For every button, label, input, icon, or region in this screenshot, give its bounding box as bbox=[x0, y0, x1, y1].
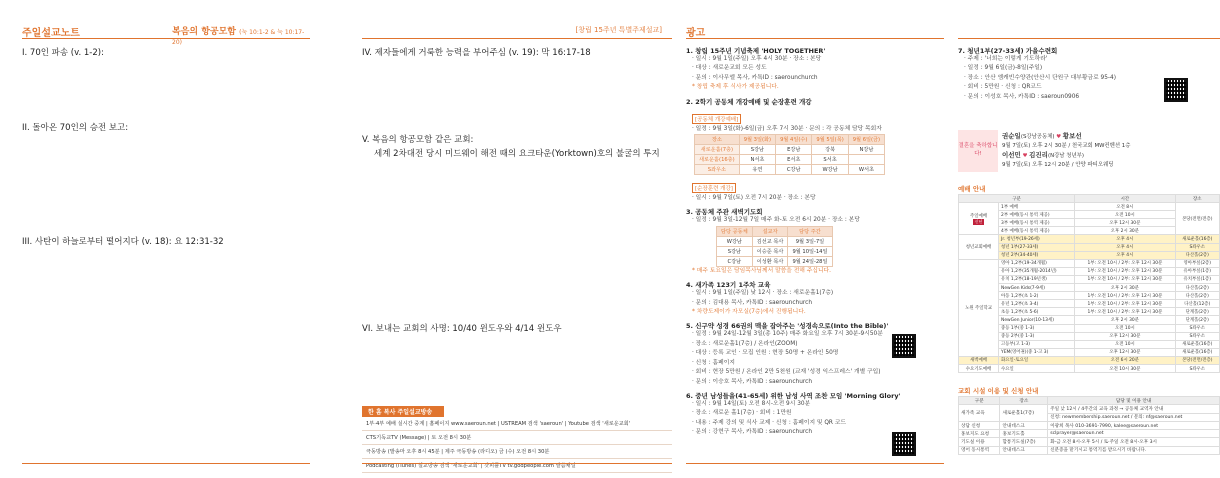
table-cell: S강남 bbox=[739, 145, 775, 155]
groom-name: 권순일 bbox=[1002, 132, 1021, 140]
bottom-divider bbox=[22, 463, 310, 464]
fellowship-schedule-table bbox=[694, 134, 885, 175]
church-info-column bbox=[958, 0, 1220, 478]
worship-schedule-table bbox=[958, 194, 1220, 373]
qr-code-icon[interactable] bbox=[892, 432, 916, 456]
worship-schedule-title: 예배 안내 bbox=[958, 185, 986, 193]
broadcast-row: 극동방송 (발송마 오후 8시 45분 | 제주 극동방송 (라디오) 금 (수) 오전 8시 30분 bbox=[362, 445, 672, 459]
announcement-1-line: · 대상 : 새로운교회 모든 성도 bbox=[692, 65, 767, 72]
table-cell: 본당(전면/전층) bbox=[1175, 356, 1220, 364]
table-row bbox=[695, 155, 885, 165]
table-row bbox=[959, 430, 1220, 438]
table-cell: Jr. 청년부(19-26세) bbox=[999, 235, 1075, 243]
table-header-cell: 9월 4일(수) bbox=[776, 135, 812, 145]
sermon-notes-continued bbox=[362, 0, 672, 478]
table-cell: YEM(영어권)(중 1-고 3) bbox=[999, 348, 1075, 356]
table-cell: 1부: 오전 10시 / 2부: 오후 12시 30분 bbox=[1075, 308, 1175, 316]
table-row bbox=[959, 308, 1220, 316]
anniversary-sermon-label: [창립 15주년 특별주제설교] bbox=[575, 26, 662, 34]
announcement-5-line: · 문의 : 이승호 목사, 카톡ID : saerounchurch bbox=[692, 378, 813, 385]
table-cell: 안내데스크 bbox=[1000, 421, 1048, 429]
table-row bbox=[717, 236, 833, 246]
announcement-4-title: 4. 새가족 123기 1주차 교육 bbox=[686, 281, 771, 290]
announcement-2-line: · 일시 : 9월 7일(토) 오전 7시 20분 · 장소 : 본당 bbox=[692, 195, 816, 202]
broadcast-row: Podcasting (iTunes) 설교방송 검색 '새로운교회' | 갓피플TV tv.godpeople.com 말씀채널 bbox=[362, 459, 672, 473]
church-logo-icon: 신년 bbox=[974, 218, 983, 224]
table-cell: W강남 bbox=[812, 165, 848, 175]
sermon-subtitle-ref: (눅 10:1-2 & 눅 10:17-20) bbox=[172, 29, 305, 46]
wedding-announcement bbox=[958, 130, 1220, 172]
table-header-cell: 9월 3일(화) bbox=[739, 135, 775, 145]
table-row bbox=[959, 284, 1220, 292]
table-header-cell: 설교자 bbox=[752, 226, 788, 236]
table-cell: 오후 4시 bbox=[1075, 235, 1175, 243]
table-cell: 홍보기도홀 bbox=[1000, 430, 1048, 438]
table-cell: 다산홀(2층) bbox=[1175, 292, 1220, 300]
table-header-cell: 구분 bbox=[959, 397, 1000, 405]
table-cell: 1부: 오전 10시 / 2부: 오후 12시 30분 bbox=[1075, 275, 1175, 283]
announcement-4-note: * 차량도제이가 자모실(7층)에서 진행됩니다. bbox=[692, 309, 806, 316]
table-cell: 1부: 오전 10시 / 2부: 오후 12시 30분 bbox=[1075, 300, 1175, 308]
sermon-point-3: III. 사탄이 하늘로부터 떨어지다 (v. 18): 요 12:31-32 bbox=[22, 237, 224, 247]
table-header-row bbox=[959, 195, 1220, 203]
qr-code-icon[interactable] bbox=[1164, 78, 1188, 102]
table-cell: 3부 예배(동시 통역 제공) bbox=[999, 219, 1075, 227]
bride-name: 황보선 bbox=[1062, 132, 1082, 140]
table-cell: 중등 2부(중 1-3) bbox=[999, 332, 1075, 340]
table-cell: 오전 10시 bbox=[1075, 340, 1175, 348]
table-cell: 아동 1,2부(초 1-2) bbox=[999, 292, 1075, 300]
table-cell: 주일 낮 12시 / 4주간의 교육 과정 → 공동체 교역자 안내 bbox=[1048, 405, 1220, 413]
announcements-title: 광고 bbox=[686, 28, 706, 39]
table-cell: 신분증을 맡기시고 통역기를 받으시기 바랍니다. bbox=[1048, 446, 1220, 454]
wedding-couple-1 bbox=[1002, 132, 1130, 142]
table-header-cell: 9월 5일(목) bbox=[812, 135, 848, 145]
announcements-column bbox=[686, 0, 944, 478]
announcement-4-line: · 문의 : 김대용 목사, 카톡ID : saerounchurch bbox=[692, 299, 813, 306]
table-cell: 오전 10시 bbox=[1075, 211, 1175, 219]
table-cell: 상담 신청 bbox=[959, 421, 1000, 429]
wedding-label: 결혼을 축하합니다! bbox=[958, 130, 998, 172]
table-cell: 고등부(고 1-3) bbox=[999, 340, 1075, 348]
table-cell: 유년 1,2부(초 3-4) bbox=[999, 300, 1075, 308]
announcement-1-note: * 창립 축제 후 식사가 제공됩니다. bbox=[692, 84, 779, 91]
table-cell: 1부: 오전 10시 / 2부: 오후 12시 30분 bbox=[1075, 267, 1175, 275]
sermon-subtitle bbox=[172, 24, 310, 47]
table-cell: S강남 bbox=[717, 246, 753, 256]
table-cell: 오전 10시 30분 bbox=[1075, 364, 1175, 372]
announcement-6-title: 6. 중년 남성들을(41-65세) 위한 남성 사역 조찬 모임 'Morning Glory' bbox=[686, 391, 901, 400]
sermon-point-5-detail: 세계 2차대전 당시 미드웨이 해전 때의 요크타운(Yorktown)호의 불굴의 투지 bbox=[374, 149, 660, 159]
announcement-6-line: · 장소 : 새로운 홀1(7층) · 회비 : 1만원 bbox=[692, 410, 792, 417]
table-cell: 새로운홀(16층) bbox=[1175, 235, 1220, 243]
announcement-2-tag: [순장훈련 개강] bbox=[692, 183, 736, 193]
table-cell: 오후 2시 30분 bbox=[1075, 284, 1175, 292]
table-row bbox=[959, 405, 1220, 413]
table-cell: 9월 3일-7일 bbox=[788, 236, 832, 246]
announcement-5-line: · 일정 : 9월 24일-12월 3일(총 10주) 매주 화요일 오후 7시 30분-9시50분 bbox=[692, 331, 883, 338]
table-cell: 중등 1부(중 1-3) bbox=[999, 324, 1075, 332]
table-cell: NewGen Junior(10-13세) bbox=[999, 316, 1075, 324]
table-cell: 안내데스크 bbox=[1000, 446, 1048, 454]
announcement-3-note: * 매주 토요일은 담임목사님께서 말씀을 전해 주십니다. bbox=[692, 267, 831, 274]
wedding-line-1: 9월 7일(토) 오후 2시 30분 / 천국교회 MW컨벤션 1층 bbox=[1002, 143, 1131, 149]
table-cell: N서초 bbox=[739, 155, 775, 165]
table-cell: 새로운홀(16층) bbox=[1175, 340, 1220, 348]
youth-retreat-line: · 장소 : 안산 엠캐빈수양관(안산시 단원구 대부황금로 95-4) bbox=[964, 74, 1116, 81]
table-row bbox=[959, 235, 1220, 243]
announcements-list bbox=[686, 44, 944, 438]
table-row bbox=[959, 348, 1220, 356]
table-cell-text: 주일예배 bbox=[970, 213, 987, 219]
table-cell: S좌우소 bbox=[695, 165, 740, 175]
table-header-cell: 9월 6일(금) bbox=[848, 135, 884, 145]
table-header-cell: 구분 bbox=[959, 195, 1075, 203]
table-cell: S좌우소 bbox=[1175, 324, 1220, 332]
wedding-details bbox=[1002, 132, 1130, 170]
sermon-point-2: II. 돌아온 70인의 승전 보고: bbox=[22, 123, 129, 133]
bottom-divider bbox=[686, 463, 944, 464]
table-cell: N강남 bbox=[848, 145, 884, 155]
table-cell: C강남 bbox=[776, 165, 812, 175]
table-row bbox=[717, 256, 833, 266]
sermon-point-1: I. 70인 파송 (v. 1-2): bbox=[22, 48, 104, 58]
broadcast-row: 1부·4부 예배 실시간 중계 | 홈페이지 www.saeroun.net | USTREAM 검색 'saeroun' | Youtube 검색 '새로운교회' bbox=[362, 417, 672, 431]
table-cell: 다산홀(2층) bbox=[1175, 284, 1220, 292]
table-cell: 김선교 목사 bbox=[752, 236, 788, 246]
table-cell: 강북 bbox=[812, 145, 848, 155]
table-header-row bbox=[695, 135, 885, 145]
table-cell: 다산홀(2층) bbox=[1175, 251, 1220, 259]
table-cell: 수요기도예배 bbox=[959, 364, 999, 372]
table-cell: 수요일 bbox=[999, 364, 1075, 372]
sermon-point-4: IV. 제자들에게 거룩한 능력을 부어주심 (v. 19): 막 16:17-18 bbox=[362, 48, 591, 58]
table-cell: 청년교회예배 bbox=[959, 235, 999, 259]
table-cell: 유치부실(1층) bbox=[1175, 275, 1220, 283]
wedding-line-2: 9월 7일(토) 오후 12시 20분 / 안양 파티오웨딩 bbox=[1002, 162, 1114, 168]
table-cell: 새로운홀(16층) bbox=[1175, 348, 1220, 356]
table-row bbox=[959, 267, 1220, 275]
table-row bbox=[959, 251, 1220, 259]
announcement-5-line: · 장소 : 새로운홀1(7층) / 온라인(ZOOM) bbox=[692, 340, 798, 347]
table-cell: 유아 1,2부(35개월-2014년) bbox=[999, 267, 1075, 275]
broadcast-row: CTS기독교TV (Message) | 토 오전 8시 30분 bbox=[362, 431, 672, 445]
announcement-5-line: · 대상 : 등록 교인 · 모집 인원 : 현장 50명 + 온라인 50명 bbox=[692, 350, 839, 357]
bride-note: (N강남 청년부) bbox=[1047, 153, 1084, 159]
table-cell: 홍보지도 요청 bbox=[959, 430, 1000, 438]
table-row bbox=[717, 246, 833, 256]
youth-retreat-line: · 일정 : 9월 6일(금)-8일(주일) bbox=[964, 65, 1043, 72]
table-cell: 유치 1,2부(18-19년생) bbox=[999, 275, 1075, 283]
table-cell: 새로운홀1(7층) bbox=[1000, 405, 1048, 422]
announcement-2-line: · 일정 : 9월 3일(화)-6일(금) 오후 7시 30분 · 문의 : 각 공동체 담당 목회자 bbox=[692, 125, 882, 132]
table-row bbox=[959, 364, 1220, 372]
table-cell: C강남 bbox=[717, 256, 753, 266]
table-row bbox=[959, 316, 1220, 324]
table-cell: 오후 4시 bbox=[1075, 251, 1175, 259]
table-cell: 유연 bbox=[739, 165, 775, 175]
table-cell: S좌우소 bbox=[1175, 364, 1220, 372]
table-header-row bbox=[959, 397, 1220, 405]
table-cell: 오후 12시 30분 bbox=[1075, 348, 1175, 356]
table-cell: W강남 bbox=[717, 236, 753, 246]
table-cell: sclprayer@saeroun.net bbox=[1048, 430, 1220, 438]
table-cell: 1부: 오전 10시 / 2부: 오후 12시 30분 bbox=[1075, 259, 1175, 267]
table-cell: 오전 8시 bbox=[1075, 203, 1175, 211]
table-cell: 청년 2부(34-40세) bbox=[999, 251, 1075, 259]
table-row bbox=[959, 438, 1220, 446]
table-row bbox=[959, 259, 1220, 267]
table-cell: 오후 12시 30분 bbox=[1075, 332, 1175, 340]
qr-code-icon[interactable] bbox=[892, 334, 916, 358]
sermon-point-6: VI. 보내는 교회의 사명: 10/40 윈도우와 4/14 윈도우 bbox=[362, 324, 562, 334]
table-cell: S서초 bbox=[812, 155, 848, 165]
table-cell: 단계홀(2층) bbox=[1175, 308, 1220, 316]
table-cell: 오전 6시 20분 bbox=[1075, 356, 1175, 364]
table-cell: W서초 bbox=[848, 165, 884, 175]
table-cell bbox=[959, 203, 999, 235]
table-cell: 새벽예배 bbox=[959, 356, 999, 364]
table-row bbox=[959, 300, 1220, 308]
table-cell: 다산홀(12층) bbox=[1175, 300, 1220, 308]
table-cell: 청년 1부(27-33세) bbox=[999, 243, 1075, 251]
table-header-cell: 담당 및 이용 안내 bbox=[1048, 397, 1220, 405]
table-cell: 초등 1,2부(초 5-6) bbox=[999, 308, 1075, 316]
table-cell: 이승준 목사 bbox=[752, 246, 788, 256]
table-cell: 1부: 오전 10시 / 2부: 오후 12시 30분 bbox=[1075, 292, 1175, 300]
table-cell: 오후 12시 30분 bbox=[1075, 219, 1175, 227]
table-cell: 화-금 오전 8시-오후 5시 / 토·주일 오전 8시-오후 3시 bbox=[1048, 438, 1220, 446]
youth-retreat-title: 7. 청년1부(27-33세) 가을수련회 bbox=[958, 47, 1058, 55]
table-row bbox=[959, 421, 1220, 429]
dawn-prayer-table bbox=[716, 226, 833, 267]
wedding-couple-2 bbox=[1002, 151, 1130, 161]
youth-retreat-line: · 회비 : 5만원 · 신청 : QR코드 bbox=[964, 84, 1042, 91]
table-header-row bbox=[717, 226, 833, 236]
table-header-cell: 장소 bbox=[1000, 397, 1048, 405]
announcement-2-tag: [공동체 개강예배] bbox=[692, 114, 741, 124]
sermon-point-5: V. 복음의 항공모함 같은 교회: bbox=[362, 135, 474, 145]
announcement-1-title: 1. 창립 15주년 기념축제 'HOLY TOGETHER' bbox=[686, 47, 826, 55]
youth-retreat bbox=[958, 44, 1168, 102]
sermon-notes-header bbox=[22, 20, 310, 46]
announcement-1-line: · 문의 : 이사무엘 목사, 카톡ID : saerounchurch bbox=[692, 74, 818, 81]
table-cell: 영아 1,2부(19-34개월) bbox=[999, 259, 1075, 267]
youth-retreat-line: · 문의 : 이성호 목사, 카톡ID : saeroun0906 bbox=[964, 93, 1080, 100]
announcement-2-title: 2. 2학기 공동체 개강예배 및 순장훈련 개강 bbox=[686, 97, 812, 106]
sermon-notes-title: 주일설교노트 bbox=[22, 28, 80, 39]
table-row bbox=[959, 203, 1220, 211]
table-cell: 화요일-토요일 bbox=[999, 356, 1075, 364]
table-cell: 오후 4시 bbox=[1075, 243, 1175, 251]
table-row bbox=[695, 165, 885, 175]
announcement-4-line: · 일시 : 9월 1일(주일) 낮 12시 · 장소 : 새로운홀1(7층) bbox=[692, 290, 834, 297]
sermon-subtitle-text: 복음의 항공모함 bbox=[172, 27, 236, 37]
info-header-line bbox=[958, 20, 1220, 39]
youth-retreat-line: · 주제 : '너희는 이렇게 기도하라' bbox=[964, 56, 1048, 62]
announcement-6-line: · 문의 : 강현구 목사, 카톡ID : saerounchurch bbox=[692, 429, 813, 436]
table-cell: 유아부실(1층) bbox=[1175, 267, 1220, 275]
table-cell: S좌우소 bbox=[1175, 332, 1220, 340]
table-header-cell: 담당 주간 bbox=[788, 226, 832, 236]
table-row bbox=[959, 324, 1220, 332]
table-cell: 새가족 교육 bbox=[959, 405, 1000, 422]
table-row bbox=[959, 356, 1220, 364]
table-cell: E강남 bbox=[776, 145, 812, 155]
announcements-header bbox=[686, 20, 944, 39]
heart-icon: ♥ bbox=[1056, 134, 1062, 140]
table-cell: 노원 주일학교 bbox=[959, 259, 999, 356]
facility-info-table bbox=[958, 396, 1220, 455]
announcement-3-line: · 일정 : 9월 3일-12월 7일 매주 화-토 오전 6시 20분 · 장소 : 본당 bbox=[692, 217, 860, 224]
announcement-6-line: · 일시 : 9월 14일(토) 오전 8시-오전 9시 30분 bbox=[692, 400, 811, 407]
announcement-5-line: · 회비 : 현장 5만원 / 온라인 2만 5천원 (교재 '성경 익스프레스' 개별 구입) bbox=[692, 369, 881, 376]
table-cell: 기도실 이용 bbox=[959, 438, 1000, 446]
table-cell: NewGen Kids(7-9세) bbox=[999, 284, 1075, 292]
heart-icon: ♥ bbox=[1022, 153, 1028, 159]
table-cell: S좌우소 bbox=[1175, 243, 1220, 251]
broadcast-notice-title: 한 흠 복사 주일설교방송 bbox=[362, 406, 444, 417]
announcement-6-line: · 내용 : 주제 강의 및 식사 교제 · 신청 : 홈페이지 및 QR 코드 bbox=[692, 419, 846, 426]
table-cell: 합통기도실(7층) bbox=[1000, 438, 1048, 446]
table-header-cell: 장소 bbox=[1175, 195, 1220, 203]
table-cell: 이광희 목사 010-3691-7990, kalee@saeroun.net bbox=[1048, 421, 1220, 429]
groom-name: 이선민 bbox=[1002, 151, 1021, 159]
groom-note: (S강남공동체) bbox=[1020, 134, 1055, 140]
announcement-5-line: · 신청 : 홈페이지 bbox=[692, 359, 735, 366]
table-cell: 9월 24일-28일 bbox=[788, 256, 832, 266]
sermon-notes-column bbox=[0, 0, 310, 478]
announcement-3-title: 3. 공동체 주관 새벽기도회 bbox=[686, 208, 763, 217]
table-cell: 9월 10일-14일 bbox=[788, 246, 832, 256]
table-cell: 단계홀(2층) bbox=[1175, 316, 1220, 324]
table-cell: 2부 예배(동시 통역 제공) bbox=[999, 211, 1075, 219]
table-cell: 4부 예배(동시 통역 제공) bbox=[999, 227, 1075, 235]
table-row bbox=[695, 145, 885, 155]
table-row bbox=[959, 292, 1220, 300]
table-header-cell: 담당 공동체 bbox=[717, 226, 753, 236]
table-cell: 신청: newmembership.saeroun.net / 문의: nf@saeroun.net bbox=[1048, 413, 1220, 421]
table-row bbox=[959, 446, 1220, 454]
table-cell: 오후 2시 30분 bbox=[1075, 316, 1175, 324]
table-cell: 이성환 목사 bbox=[752, 256, 788, 266]
table-cell: 새로운홀(7층) bbox=[695, 145, 740, 155]
table-cell: 영어 동시통역 bbox=[959, 446, 1000, 454]
table-cell bbox=[848, 155, 884, 165]
bride-name: 김진리 bbox=[1029, 151, 1048, 159]
facility-info-title: 교회 시설 이용 및 신청 안내 bbox=[958, 387, 1039, 395]
announcement-1-line: · 일시 : 9월 1일(주일) 오후 4시 30분 · 장소 : 본당 bbox=[692, 56, 822, 62]
table-header-cell: 시간 bbox=[1075, 195, 1175, 203]
table-cell: 오전 10시 bbox=[1075, 324, 1175, 332]
table-cell: 새로운홀(16층) bbox=[695, 155, 740, 165]
table-row bbox=[959, 332, 1220, 340]
announcement-5-title: 5. 신구약 성경 66권의 맥을 잡아주는 '성경속으로(Into the Bible)' bbox=[686, 322, 889, 331]
table-cell: 영아부실(2층) bbox=[1175, 259, 1220, 267]
table-row bbox=[959, 275, 1220, 283]
table-cell: 본당(전면/전층) bbox=[1175, 203, 1220, 235]
table-header-cell: 장소 bbox=[695, 135, 740, 145]
table-cell: E서초 bbox=[776, 155, 812, 165]
table-row bbox=[959, 340, 1220, 348]
table-row bbox=[959, 243, 1220, 251]
sermon-notes-header-2 bbox=[362, 20, 672, 39]
bottom-divider bbox=[362, 463, 672, 464]
table-cell: 오후 2시 30분 bbox=[1075, 227, 1175, 235]
table-cell: 1부 예배 bbox=[999, 203, 1075, 211]
